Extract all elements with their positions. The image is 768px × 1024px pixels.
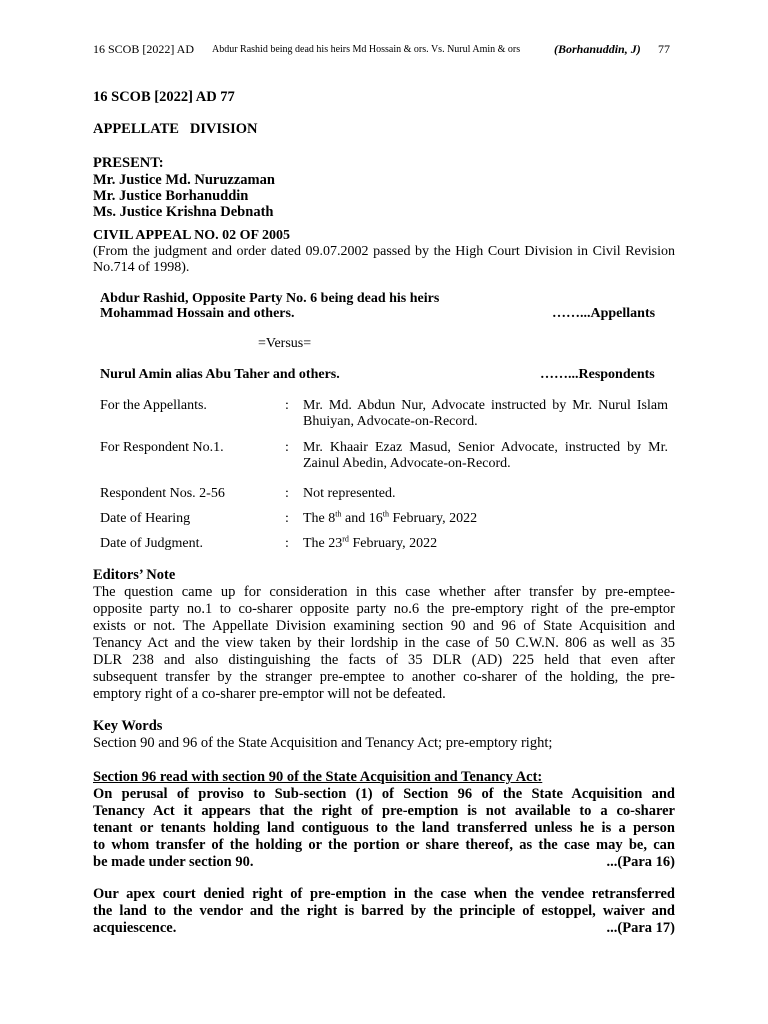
respondent-role: ……...Respondents [540, 367, 655, 382]
hearing-date: The 8th and 16th February, 2022 [303, 509, 478, 526]
judgment-date: The 23rd February, 2022 [303, 534, 438, 551]
apex-court-body: Our apex court denied right of pre-emption in the case when the vendee retransferred the land to the vendor and the right is barred by the principle of estoppel, waiver and acquiescence. ...(Para 17) [93, 886, 675, 936]
detail-separator: : [285, 440, 289, 455]
section96-heading: Section 96 read with section 90 of the State Acquisition and Tenancy Act: [93, 769, 543, 785]
judge-name: Ms. Justice Krishna Debnath [93, 204, 274, 220]
detail-value: Mr. Md. Abdun Nur, Advocate instructed by Mr. Nurul Islam Bhuiyan, Advocate-on-Record. [303, 398, 668, 429]
key-words-heading: Key Words [93, 718, 163, 734]
section96-last-line: be made under section 90. [93, 854, 254, 870]
judge-name: Mr. Justice Borhanuddin [93, 188, 249, 204]
detail-value: Mr. Khaair Ezaz Masud, Senior Advocate, instructed by Mr. Zainul Abedin, Advocate-on-Record. [303, 440, 668, 471]
versus-label: =Versus= [258, 336, 312, 351]
judge-name: Mr. Justice Md. Nuruzzaman [93, 172, 275, 188]
header-citation: 16 SCOB [2022] AD [93, 42, 195, 56]
editors-note-body: The question came up for consideration in this case whether after transfer by pre-emptee- opposite party no.1 to co-sharer opposite party no.6 the pre-emptory right of the pre-emptor exists or not. The Appellate Division examining section 90 and 96 of State Acquisition and Tenancy Act and the view taken by their lordship in the case of 50 C.W.N. 806 as well as 35 DLR 238 and also distinguishing the facts of 35 DLR (AD) 225 held that even after subsequent transfer by the stranger pre-emptee to another co-sharer of the holding, the pre- emptory right of a co-sharer pre-emptor will not be defeated. [93, 584, 675, 702]
appellant-role: ……...Appellants [552, 306, 656, 321]
editors-note-heading: Editors’ Note [93, 567, 176, 583]
detail-separator: : [285, 536, 289, 551]
present-heading: PRESENT: [93, 155, 164, 171]
section96-body: On perusal of proviso to Sub-section (1) of Section 96 of the State Acquisition and Tenancy Act it appears that the right of pre-emption is not available to a co-sharer tenant or tenants holding land contiguous to the land transferred unless he is a person to whom transfer of the holding or the portion or share thereof, as the case may be, can be made under section 90. ...(Para 16) [93, 786, 675, 870]
para-reference: ...(Para 17) [606, 920, 675, 936]
para-reference: ...(Para 16) [606, 854, 675, 870]
detail-label: Date of Judgment. [100, 536, 204, 551]
case-origin: (From the judgment and order dated 09.07.2002 passed by the High Court Division in Civil Revision No.714 of 1998). [93, 244, 675, 275]
case-number: CIVIL APPEAL NO. 02 OF 2005 [93, 228, 291, 243]
detail-separator: : [285, 511, 289, 526]
respondent-name: Nurul Amin alias Abu Taher and others. [100, 367, 340, 382]
appellant-name-cont: Mohammad Hossain and others. [100, 306, 295, 321]
detail-value: Not represented. [303, 486, 396, 501]
detail-label: For Respondent No.1. [100, 440, 224, 455]
detail-separator: : [285, 486, 289, 501]
key-words-text: Section 90 and 96 of the State Acquisition and Tenancy Act; pre-emptory right; [93, 735, 553, 751]
apex-last-line: acquiescence. [93, 920, 177, 936]
header-page-number: 77 [658, 42, 670, 56]
detail-label: For the Appellants. [100, 398, 207, 413]
division-heading: APPELLATE DIVISION [93, 121, 258, 137]
detail-separator: : [285, 398, 289, 413]
detail-label: Date of Hearing [100, 511, 191, 526]
appellant-name: Abdur Rashid, Opposite Party No. 6 being dead his heirs [100, 291, 440, 306]
header-case-title: Abdur Rashid being dead his heirs Md Hossain & ors. Vs. Nurul Amin & ors [212, 44, 521, 55]
report-citation: 16 SCOB [2022] AD 77 [93, 89, 235, 105]
header-judge: (Borhanuddin, J) [554, 42, 641, 56]
detail-label: Respondent Nos. 2-56 [100, 486, 225, 501]
